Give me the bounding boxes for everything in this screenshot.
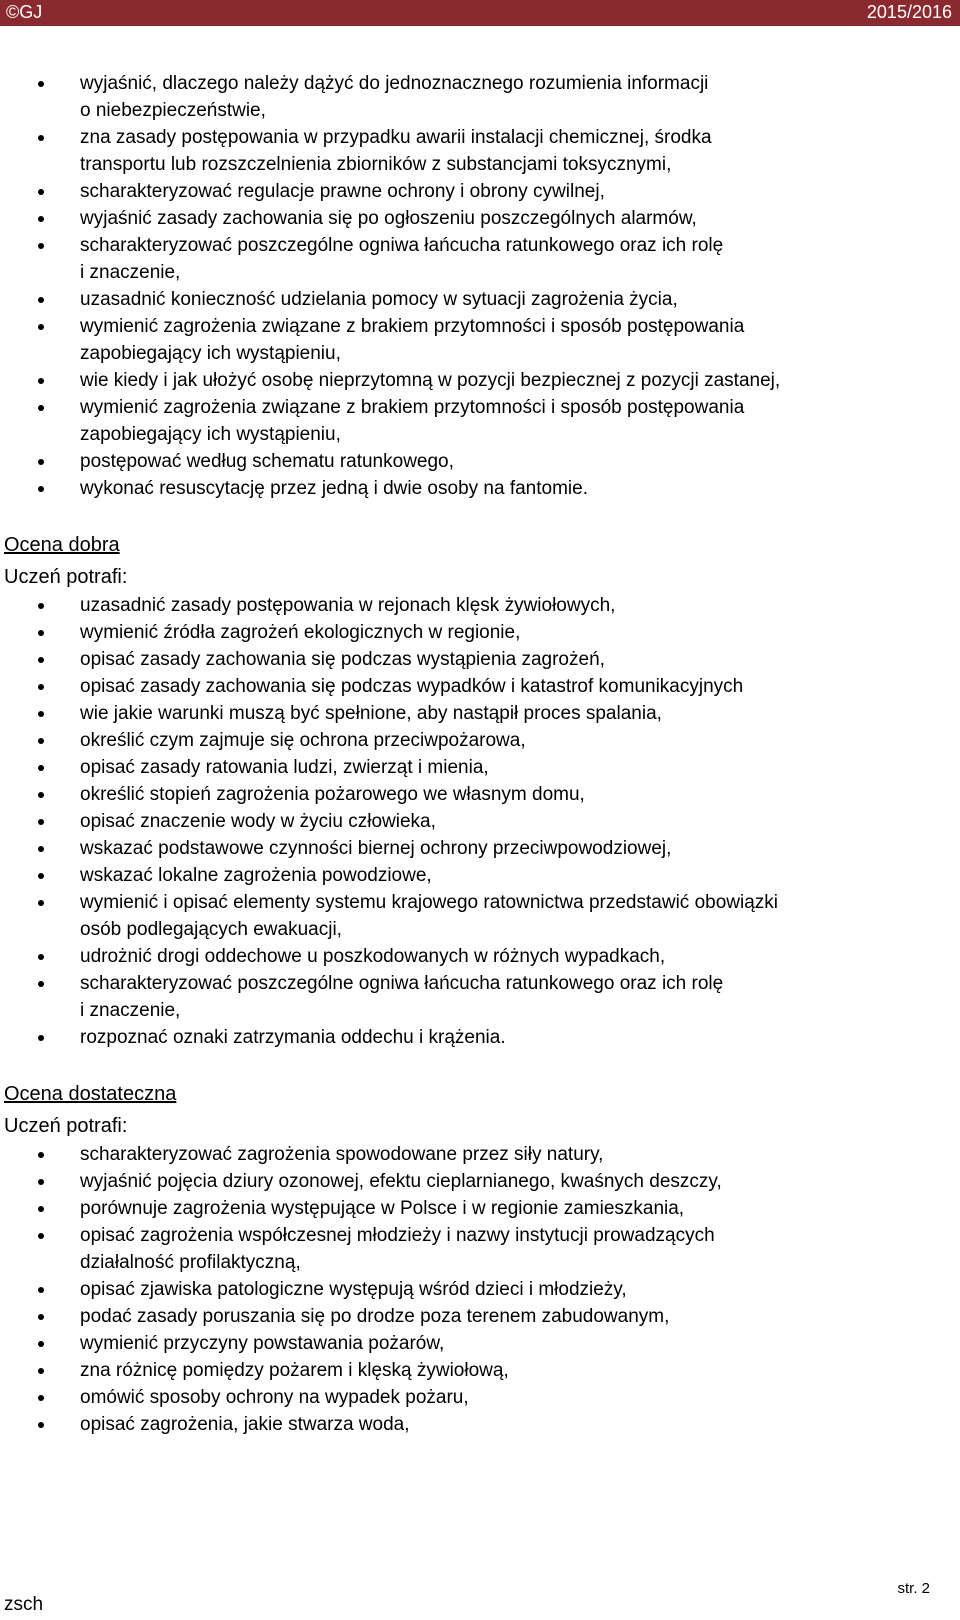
bullet-icon [38,981,44,987]
bullet-icon [38,216,44,222]
list-item [0,1330,940,1357]
bullet-icon [38,243,44,249]
header-school-year: 2015/2016 [866,2,952,22]
list-item-text: udrożnić drogi oddechowe u poszkodowanych w różnych wypadkach, [80,946,666,967]
bullet-icon [38,738,44,744]
section-subtitle-dostateczna: Uczeń potrafi: [4,1115,128,1137]
list-item [0,286,940,313]
section-title-dobra: Ocena dobra [4,534,120,556]
list-item-text: określić stopień zagrożenia pożarowego we własnym domu, [80,784,585,805]
list-item [0,619,940,646]
bullet-icon [38,297,44,303]
list-item [0,889,940,943]
list-item-text: porównuje zagrożenia występujące w Polsce i w regionie zamieszkania, [80,1198,685,1219]
list-item-text: wie kiedy i jak ułożyć osobę nieprzytomną w pozycji bezpiecznej z pozycji zastanej, [80,370,781,391]
page-number: str. 2 [897,1580,930,1597]
bullet-icon [38,792,44,798]
list-item [0,1303,940,1330]
list-item [0,1357,940,1384]
list-item [0,1411,940,1438]
bullet-icon [38,657,44,663]
list-item-text: wymienić zagrożenia związane z brakiem przytomności i sposób postępowania zapobiegający ich wystąpieniu, [80,316,745,364]
list-item-text: rozpoznać oznaki zatrzymania oddechu i krążenia. [80,1027,506,1048]
list-item [0,943,940,970]
list-item-text: wymienić przyczyny powstawania pożarów, [80,1333,445,1354]
bullet-icon [38,1152,44,1158]
list-item [0,394,940,448]
list-item [0,700,940,727]
list-item-text: opisać zagrożenia, jakie stwarza woda, [80,1414,410,1435]
list-item-text: wyjaśnić zasady zachowania się po ogłoszeniu poszczególnych alarmów, [80,208,697,229]
list-item-text: scharakteryzować poszczególne ogniwa łańcucha ratunkowego oraz ich rolę i znaczenie, [80,973,724,1021]
list-item [0,862,940,889]
list-item [0,1195,940,1222]
list-item [0,70,940,124]
list-item-text: omówić sposoby ochrony na wypadek pożaru, [80,1387,469,1408]
bullet-icon [38,1314,44,1320]
section-subtitle-dobra: Uczeń potrafi: [4,566,128,588]
requirements-list-top [0,70,940,502]
requirements-list-dobra [0,592,940,1051]
list-item [0,781,940,808]
list-item-text: opisać zasady ratowania ludzi, zwierząt i mienia, [80,757,489,778]
bullet-icon [38,819,44,825]
list-item [0,475,940,502]
list-item-text: wie jakie warunki muszą być spełnione, aby nastąpił proces spalania, [80,703,662,724]
bullet-icon [38,1179,44,1185]
bullet-icon [38,1233,44,1239]
list-item [0,367,940,394]
list-item [0,1168,940,1195]
list-item-text: opisać zjawiska patologiczne występują wśród dzieci i młodzieży, [80,1279,627,1300]
list-item-text: scharakteryzować regulacje prawne ochrony i obrony cywilnej, [80,181,605,202]
list-item-text: postępować według schematu ratunkowego, [80,451,454,472]
bullet-icon [38,1395,44,1401]
list-item-text: wyjaśnić, dlaczego należy dążyć do jednoznacznego rozumienia informacji o niebezpieczeństwie, [80,73,709,121]
list-item [0,754,940,781]
bullet-icon [38,684,44,690]
bullet-icon [38,603,44,609]
list-item [0,646,940,673]
bullet-icon [38,1368,44,1374]
list-item [0,124,940,178]
bullet-icon [38,846,44,852]
list-item-text: wskazać podstawowe czynności biernej ochrony przeciwpowodziowej, [80,838,672,859]
bullet-icon [38,954,44,960]
list-item-text: wskazać lokalne zagrożenia powodziowe, [80,865,432,886]
list-item-text: opisać zasady zachowania się podczas wypadków i katastrof komunikacyjnych [80,676,744,697]
list-item-text: zna zasady postępowania w przypadku awarii instalacji chemicznej, środka transportu lub rozszczelnienia zbiorników z substancjami toksycznymi, [80,127,712,175]
list-item [0,592,940,619]
list-item [0,205,940,232]
bullet-icon [38,1206,44,1212]
list-item-text: uzasadnić zasady postępowania w rejonach klęsk żywiołowych, [80,595,616,616]
list-item-text: wymienić źródła zagrożeń ekologicznych w regionie, [80,622,521,643]
list-item-text: scharakteryzować zagrożenia spowodowane przez siły natury, [80,1144,604,1165]
bullet-icon [38,459,44,465]
list-item-text: wymienić zagrożenia związane z brakiem przytomności i sposób postępowania zapobiegający ich wystąpieniu, [80,397,745,445]
page-header [0,0,960,26]
list-item [0,313,940,367]
bullet-icon [38,1035,44,1041]
list-item-text: opisać znaczenie wody w życiu człowieka, [80,811,436,832]
bullet-icon [38,1341,44,1347]
list-item-text: scharakteryzować poszczególne ogniwa łańcucha ratunkowego oraz ich rolę i znaczenie, [80,235,724,283]
list-item-text: opisać zagrożenia współczesnej młodzieży i nazwy instytucji prowadzących działalność profilaktyczną, [80,1225,715,1273]
requirements-list-dostateczna [0,1141,940,1438]
bullet-icon [38,630,44,636]
list-item-text: uzasadnić konieczność udzielania pomocy w sytuacji zagrożenia życia, [80,289,678,310]
list-item-text: zna różnicę pomiędzy pożarem i klęską żywiołową, [80,1360,509,1381]
footer-label: zsch [4,1594,44,1615]
list-item [0,448,940,475]
list-item [0,1024,940,1051]
bullet-icon [38,486,44,492]
list-item [0,808,940,835]
bullet-icon [38,378,44,384]
bullet-icon [38,873,44,879]
list-item [0,1222,940,1276]
bullet-icon [38,189,44,195]
bullet-icon [38,324,44,330]
list-item [0,1276,940,1303]
bullet-icon [38,135,44,141]
list-item [0,835,940,862]
list-item [0,673,940,700]
list-item [0,1141,940,1168]
list-item [0,178,940,205]
list-item [0,232,940,286]
list-item-text: wyjaśnić pojęcia dziury ozonowej, efektu cieplarnianego, kwaśnych deszczy, [80,1171,722,1192]
list-item-text: wymienić i opisać elementy systemu krajowego ratownictwa przedstawić obowiązki osób podlegających ewakuacji, [80,892,778,940]
bullet-icon [38,711,44,717]
section-title-dostateczna: Ocena dostateczna [4,1083,177,1105]
bullet-icon [38,765,44,771]
header-copyright: ©GJ [6,2,43,22]
list-item-text: podać zasady poruszania się po drodze poza terenem zabudowanym, [80,1306,670,1327]
list-item [0,970,940,1024]
bullet-icon [38,900,44,906]
document-body [0,70,940,1438]
list-item [0,727,940,754]
list-item-text: wykonać resuscytację przez jedną i dwie osoby na fantomie. [80,478,588,499]
bullet-icon [38,1287,44,1293]
bullet-icon [38,81,44,87]
list-item [0,1384,940,1411]
bullet-icon [38,405,44,411]
bullet-icon [38,1422,44,1428]
list-item-text: określić czym zajmuje się ochrona przeciwpożarowa, [80,730,526,751]
list-item-text: opisać zasady zachowania się podczas wystąpienia zagrożeń, [80,649,605,670]
